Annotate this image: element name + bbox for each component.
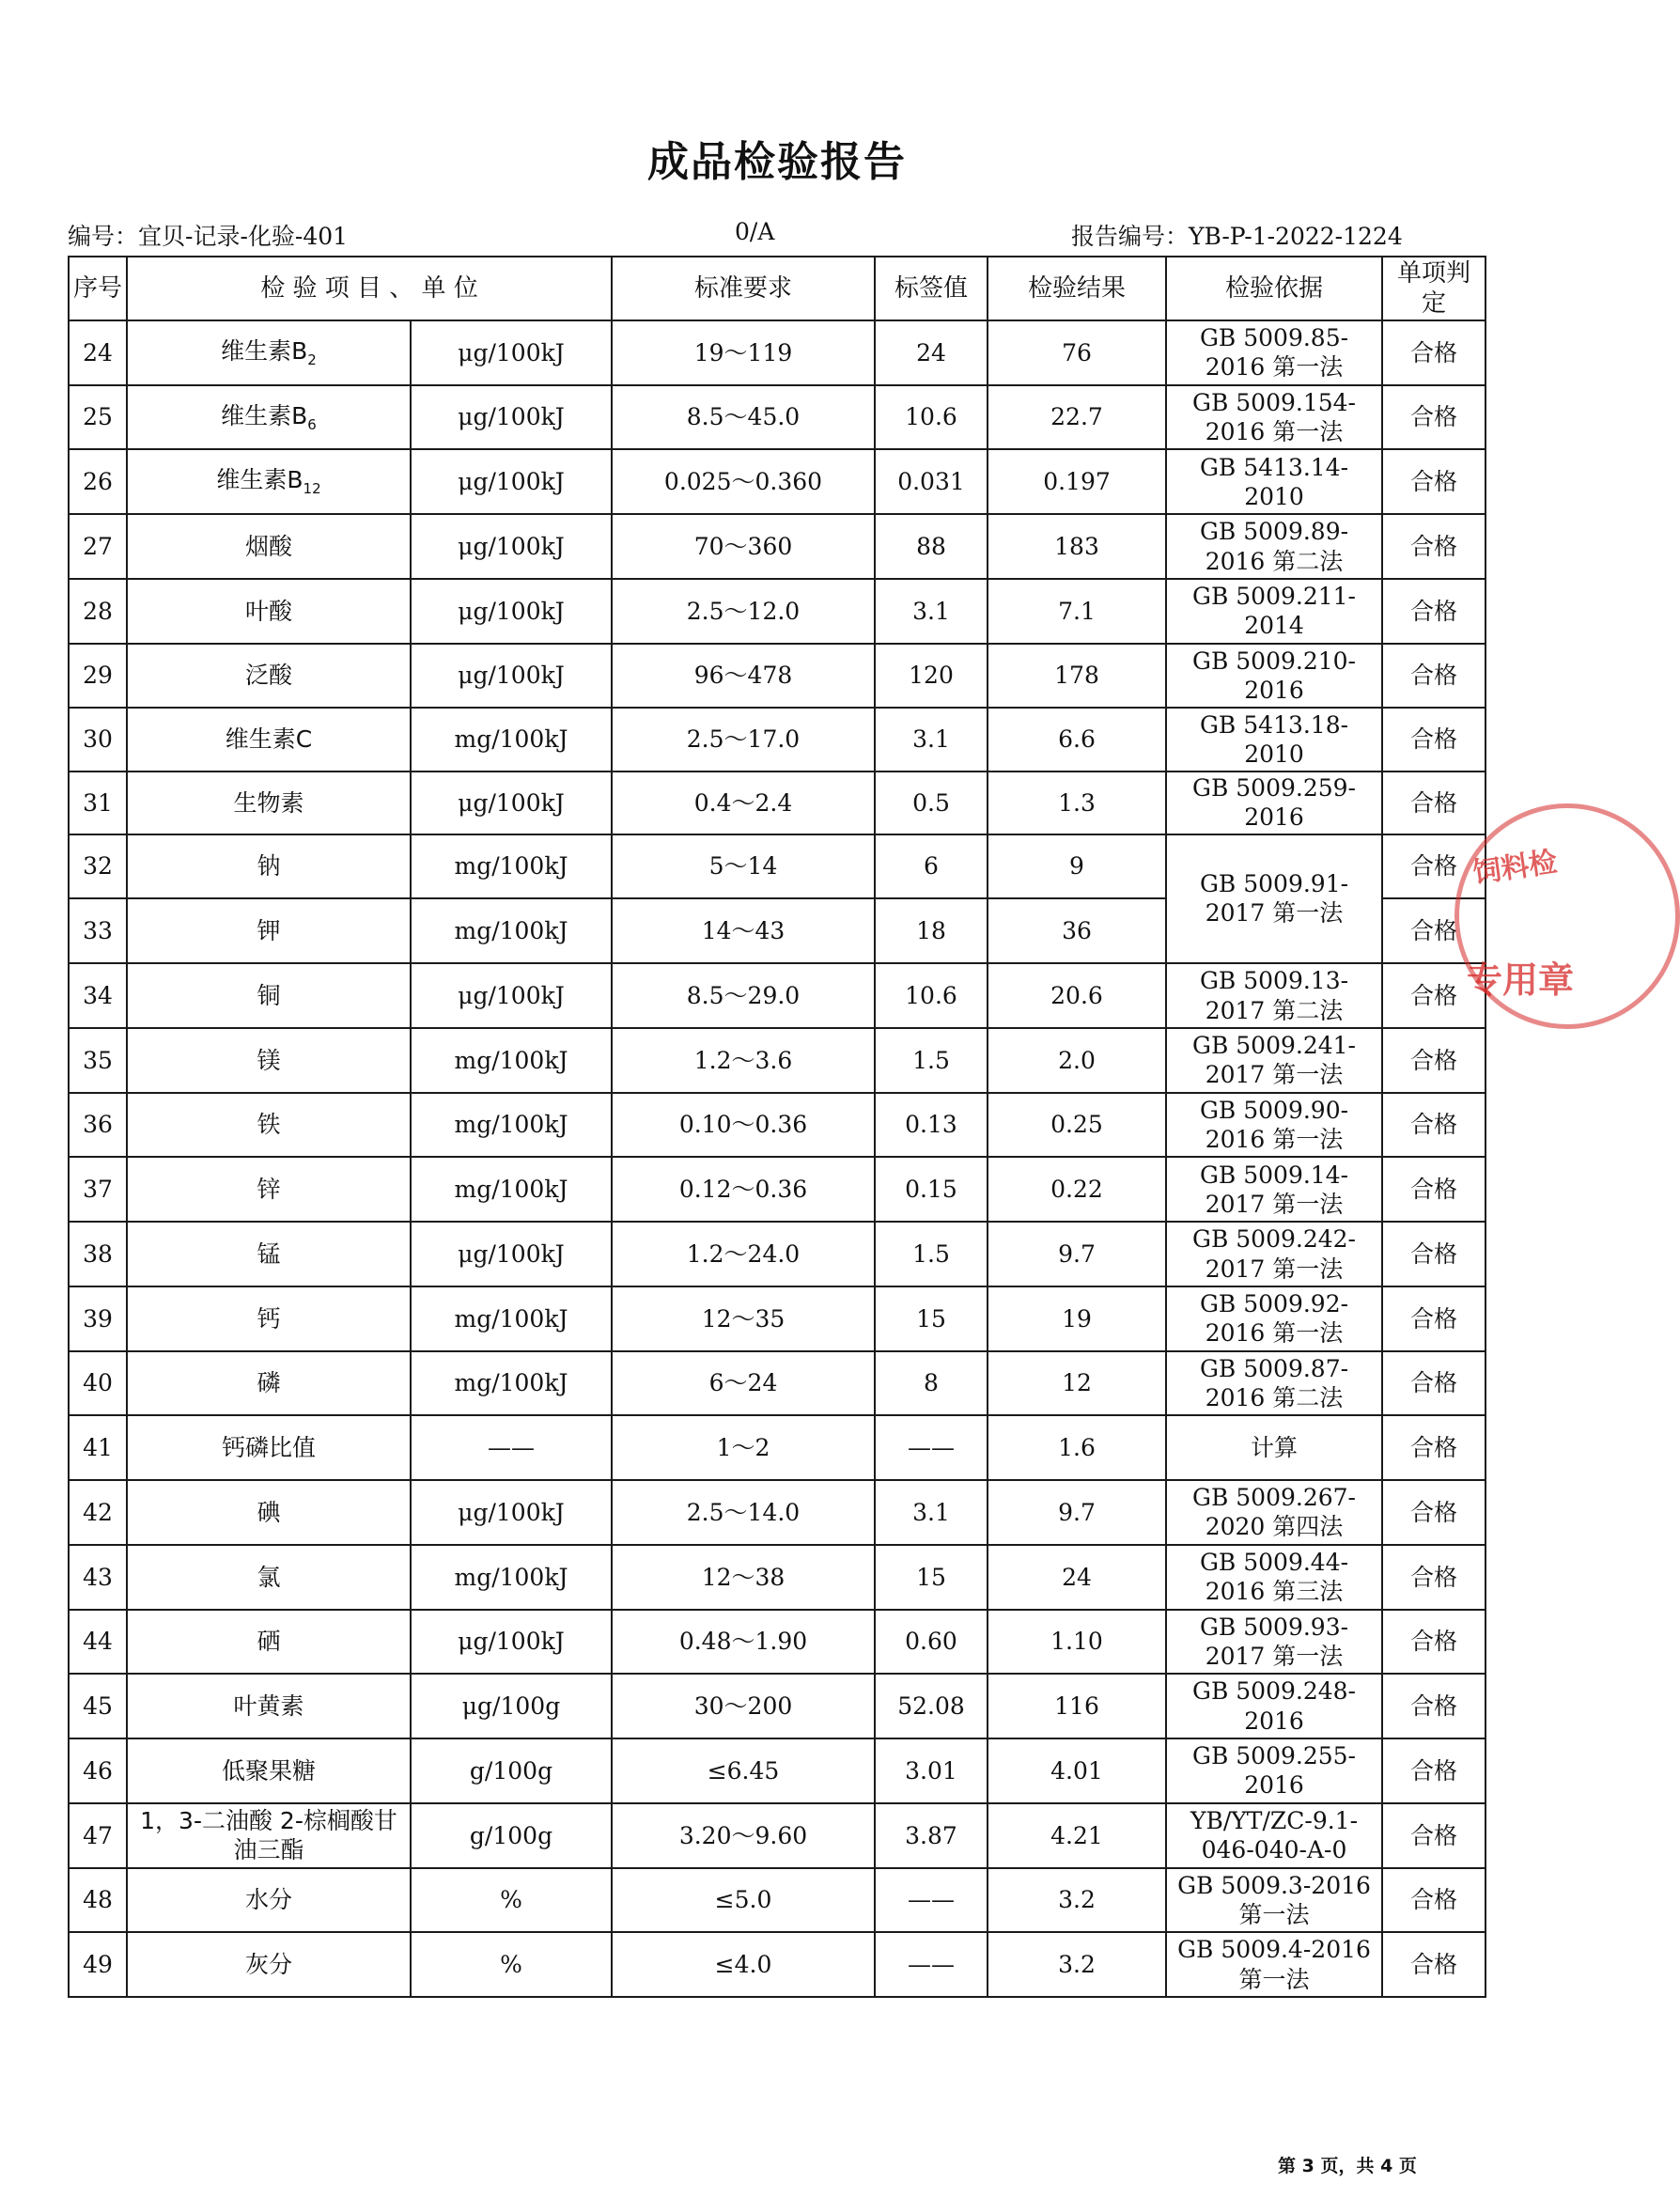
row-unit: μg/100kJ bbox=[411, 579, 612, 644]
row-item-name bbox=[127, 1674, 411, 1738]
row-verdict: 合格 bbox=[1382, 1157, 1486, 1222]
company-seal bbox=[1454, 803, 1680, 1029]
table-row bbox=[69, 1351, 1486, 1416]
item-name-text: 铁 bbox=[257, 1111, 281, 1139]
row-seq: 45 bbox=[69, 1674, 127, 1738]
row-method: GB 5009.13-2017 第二法 bbox=[1166, 963, 1382, 1028]
row-item-name bbox=[127, 1803, 411, 1868]
row-seq: 37 bbox=[69, 1157, 127, 1222]
row-result: 22.7 bbox=[988, 385, 1166, 450]
table-header-row bbox=[69, 257, 1486, 320]
item-name-subscript: 6 bbox=[307, 415, 317, 433]
row-item-name bbox=[127, 514, 411, 579]
item-name-text: 叶酸 bbox=[244, 597, 292, 625]
row-seq: 34 bbox=[69, 963, 127, 1028]
row-method: GB 5009.3-2016 第一法 bbox=[1166, 1868, 1382, 1933]
row-verdict: 合格 bbox=[1382, 385, 1486, 450]
row-item-name bbox=[127, 1157, 411, 1222]
row-unit: mg/100kJ bbox=[411, 1028, 612, 1093]
row-label-value: 24 bbox=[875, 320, 988, 385]
row-method: GB 5009.154-2016 第一法 bbox=[1166, 385, 1382, 450]
row-method: GB 5009.44-2016 第三法 bbox=[1166, 1545, 1382, 1610]
table-row bbox=[69, 1674, 1486, 1738]
item-name-text: 维生素B bbox=[221, 336, 308, 365]
row-result: 76 bbox=[988, 320, 1166, 385]
row-item-name bbox=[127, 772, 411, 834]
row-verdict: 合格 bbox=[1382, 1545, 1486, 1610]
report-title: 成品检验报告 bbox=[647, 138, 907, 186]
row-standard: 3.20～9.60 bbox=[612, 1803, 875, 1868]
row-method: GB 5009.91-2017 第一法 bbox=[1166, 834, 1382, 963]
row-result: 20.6 bbox=[988, 963, 1166, 1028]
row-seq: 44 bbox=[69, 1610, 127, 1675]
row-method: GB 5009.90-2016 第一法 bbox=[1166, 1093, 1382, 1158]
inspection-table bbox=[68, 256, 1486, 1998]
row-method: YB/YT/ZC-9.1-046-040-A-0 bbox=[1166, 1803, 1382, 1868]
row-item-name bbox=[127, 1415, 411, 1480]
col-result: 检验结果 bbox=[988, 257, 1166, 320]
row-standard: 70～360 bbox=[612, 514, 875, 579]
row-label-value: 10.6 bbox=[875, 963, 988, 1028]
table-row bbox=[69, 963, 1486, 1028]
row-unit: % bbox=[411, 1932, 612, 1997]
row-label-value: 0.031 bbox=[875, 449, 988, 514]
row-verdict: 合格 bbox=[1382, 1868, 1486, 1933]
item-name-text: 氯 bbox=[257, 1563, 281, 1591]
row-item-name bbox=[127, 1028, 411, 1093]
row-verdict: 合格 bbox=[1382, 1480, 1486, 1545]
row-standard: ≤5.0 bbox=[612, 1868, 875, 1933]
row-seq: 42 bbox=[69, 1480, 127, 1545]
row-item-name bbox=[127, 1868, 411, 1933]
item-name-text: 锰 bbox=[257, 1239, 281, 1268]
item-name-text: 水分 bbox=[244, 1886, 292, 1914]
row-standard: 0.025～0.360 bbox=[612, 449, 875, 514]
row-unit: μg/100kJ bbox=[411, 320, 612, 385]
row-method: 计算 bbox=[1166, 1415, 1382, 1480]
table-row bbox=[69, 1415, 1486, 1480]
table-row bbox=[69, 772, 1486, 834]
seal-text-top: 饲料检 bbox=[1470, 845, 1560, 891]
col-standard: 标准要求 bbox=[612, 257, 875, 320]
item-name-text: 低聚果糖 bbox=[221, 1756, 316, 1785]
row-label-value: 3.01 bbox=[875, 1738, 988, 1803]
row-result: 0.25 bbox=[988, 1093, 1166, 1158]
row-seq: 46 bbox=[69, 1738, 127, 1803]
row-label-value: 0.60 bbox=[875, 1610, 988, 1675]
row-label-value: 3.87 bbox=[875, 1803, 988, 1868]
col-method: 检验依据 bbox=[1166, 257, 1382, 320]
row-item-name bbox=[127, 385, 411, 450]
item-name-text: 磷 bbox=[257, 1369, 281, 1397]
row-seq: 27 bbox=[69, 514, 127, 579]
row-standard: 0.12～0.36 bbox=[612, 1157, 875, 1222]
row-standard: 14～43 bbox=[612, 898, 875, 963]
row-item-name bbox=[127, 449, 411, 514]
table-row bbox=[69, 385, 1486, 450]
table-row bbox=[69, 1028, 1486, 1093]
table-row bbox=[69, 1932, 1486, 1997]
item-name-text: 维生素B bbox=[216, 466, 303, 494]
table-row bbox=[69, 1286, 1486, 1351]
row-method: GB 5009.267-2020 第四法 bbox=[1166, 1480, 1382, 1545]
row-method: GB 5413.14-2010 bbox=[1166, 449, 1382, 514]
page-number: 第 3 页，共 4 页 bbox=[1278, 2156, 1417, 2176]
row-verdict: 合格 bbox=[1382, 1674, 1486, 1738]
row-unit: mg/100kJ bbox=[411, 1157, 612, 1222]
item-name-text: 灰分 bbox=[244, 1950, 292, 1978]
row-label-value: —— bbox=[875, 1868, 988, 1933]
row-label-value: 6 bbox=[875, 834, 988, 899]
row-seq: 48 bbox=[69, 1868, 127, 1933]
row-item-name bbox=[127, 1286, 411, 1351]
row-item-name bbox=[127, 1545, 411, 1610]
row-standard: ≤6.45 bbox=[612, 1738, 875, 1803]
row-method: GB 5009.4-2016 第一法 bbox=[1166, 1932, 1382, 1997]
row-standard: ≤4.0 bbox=[612, 1932, 875, 1997]
row-unit: mg/100kJ bbox=[411, 898, 612, 963]
item-name-text: 钠 bbox=[257, 852, 281, 881]
row-result: 183 bbox=[988, 514, 1166, 579]
row-standard: 96～478 bbox=[612, 644, 875, 709]
row-result: 9 bbox=[988, 834, 1166, 899]
row-standard: 12～38 bbox=[612, 1545, 875, 1610]
version: 0/A bbox=[735, 218, 775, 245]
row-verdict: 合格 bbox=[1382, 1222, 1486, 1286]
item-name-text: 1，3-二油酸 2-棕榈酸甘油三酯 bbox=[140, 1806, 397, 1864]
row-seq: 35 bbox=[69, 1028, 127, 1093]
row-seq: 26 bbox=[69, 449, 127, 514]
row-seq: 36 bbox=[69, 1093, 127, 1158]
item-name-subscript: 2 bbox=[307, 351, 317, 368]
row-item-name bbox=[127, 963, 411, 1028]
row-label-value: —— bbox=[875, 1415, 988, 1480]
row-method: GB 5009.259-2016 bbox=[1166, 772, 1382, 834]
row-unit: mg/100kJ bbox=[411, 1286, 612, 1351]
row-result: 3.2 bbox=[988, 1932, 1166, 1997]
row-unit: mg/100kJ bbox=[411, 1093, 612, 1158]
row-result: 9.7 bbox=[988, 1480, 1166, 1545]
report-number: 报告编号：YB-P-1-2022-1224 bbox=[1071, 223, 1403, 250]
row-item-name bbox=[127, 1932, 411, 1997]
row-verdict: 合格 bbox=[1382, 1351, 1486, 1416]
row-verdict: 合格 bbox=[1382, 449, 1486, 514]
row-seq: 49 bbox=[69, 1932, 127, 1997]
table-row bbox=[69, 1738, 1486, 1803]
item-name-subscript: 12 bbox=[303, 480, 321, 498]
row-unit: μg/100kJ bbox=[411, 1222, 612, 1286]
row-item-name bbox=[127, 1222, 411, 1286]
table-row bbox=[69, 1803, 1486, 1868]
row-verdict: 合格 bbox=[1382, 1093, 1486, 1158]
row-unit: mg/100kJ bbox=[411, 834, 612, 899]
row-unit: mg/100kJ bbox=[411, 708, 612, 771]
item-name-text: 铜 bbox=[257, 981, 281, 1009]
row-item-name bbox=[127, 1738, 411, 1803]
row-unit: μg/100kJ bbox=[411, 385, 612, 450]
item-name-text: 维生素C bbox=[225, 725, 313, 754]
item-name-text: 维生素B bbox=[221, 401, 308, 429]
row-seq: 31 bbox=[69, 772, 127, 834]
row-verdict: 合格 bbox=[1382, 963, 1486, 1028]
row-label-value: 15 bbox=[875, 1286, 988, 1351]
item-name-text: 钙 bbox=[257, 1304, 281, 1333]
row-unit: g/100g bbox=[411, 1738, 612, 1803]
row-verdict: 合格 bbox=[1382, 644, 1486, 709]
row-verdict: 合格 bbox=[1382, 1415, 1486, 1480]
row-label-value: 15 bbox=[875, 1545, 988, 1610]
row-label-value: —— bbox=[875, 1932, 988, 1997]
row-seq: 41 bbox=[69, 1415, 127, 1480]
row-method: GB 5009.242-2017 第一法 bbox=[1166, 1222, 1382, 1286]
item-name-text: 叶黄素 bbox=[233, 1692, 304, 1721]
table-row bbox=[69, 834, 1486, 899]
row-verdict: 合格 bbox=[1382, 1932, 1486, 1997]
row-result: 3.2 bbox=[988, 1868, 1166, 1933]
row-result: 178 bbox=[988, 644, 1166, 709]
col-item-unit: 检 验 项 目 、 单 位 bbox=[127, 257, 612, 320]
row-item-name bbox=[127, 1093, 411, 1158]
table-row bbox=[69, 514, 1486, 579]
row-seq: 28 bbox=[69, 579, 127, 644]
row-result: 19 bbox=[988, 1286, 1166, 1351]
table-row bbox=[69, 1093, 1486, 1158]
row-method: GB 5009.89-2016 第二法 bbox=[1166, 514, 1382, 579]
row-verdict: 合格 bbox=[1382, 1028, 1486, 1093]
row-standard: 1.2～24.0 bbox=[612, 1222, 875, 1286]
col-label-value: 标签值 bbox=[875, 257, 988, 320]
row-verdict: 合格 bbox=[1382, 1610, 1486, 1675]
row-unit: mg/100kJ bbox=[411, 1351, 612, 1416]
row-label-value: 10.6 bbox=[875, 385, 988, 450]
row-standard: 8.5～29.0 bbox=[612, 963, 875, 1028]
row-item-name bbox=[127, 1351, 411, 1416]
row-seq: 40 bbox=[69, 1351, 127, 1416]
col-verdict: 单项判定 bbox=[1382, 257, 1486, 320]
table-row bbox=[69, 708, 1486, 771]
item-name-text: 泛酸 bbox=[244, 662, 292, 690]
row-item-name bbox=[127, 898, 411, 963]
row-unit: μg/100kJ bbox=[411, 644, 612, 709]
row-unit: μg/100kJ bbox=[411, 963, 612, 1028]
row-seq: 47 bbox=[69, 1803, 127, 1868]
seal-text-bottom: 专用章 bbox=[1467, 959, 1575, 1001]
row-item-name bbox=[127, 834, 411, 899]
row-standard: 5～14 bbox=[612, 834, 875, 899]
row-label-value: 1.5 bbox=[875, 1028, 988, 1093]
row-unit: μg/100kJ bbox=[411, 1480, 612, 1545]
row-label-value: 18 bbox=[875, 898, 988, 963]
row-result: 9.7 bbox=[988, 1222, 1166, 1286]
row-result: 12 bbox=[988, 1351, 1166, 1416]
row-label-value: 0.15 bbox=[875, 1157, 988, 1222]
row-seq: 33 bbox=[69, 898, 127, 963]
table-row bbox=[69, 1222, 1486, 1286]
row-standard: 0.48～1.90 bbox=[612, 1610, 875, 1675]
row-method: GB 5009.92-2016 第一法 bbox=[1166, 1286, 1382, 1351]
row-unit: μg/100kJ bbox=[411, 772, 612, 834]
item-name-text: 钾 bbox=[257, 917, 281, 945]
row-label-value: 88 bbox=[875, 514, 988, 579]
col-seq: 序号 bbox=[69, 257, 127, 320]
row-result: 36 bbox=[988, 898, 1166, 963]
row-method: GB 5009.93-2017 第一法 bbox=[1166, 1610, 1382, 1675]
row-method: GB 5009.87-2016 第二法 bbox=[1166, 1351, 1382, 1416]
row-result: 4.21 bbox=[988, 1803, 1166, 1868]
row-result: 2.0 bbox=[988, 1028, 1166, 1093]
row-standard: 6～24 bbox=[612, 1351, 875, 1416]
row-unit: g/100g bbox=[411, 1803, 612, 1868]
table-row bbox=[69, 644, 1486, 709]
item-name-text: 钙磷比值 bbox=[221, 1434, 316, 1462]
row-unit: μg/100kJ bbox=[411, 1610, 612, 1675]
row-verdict: 合格 bbox=[1382, 514, 1486, 579]
table-row bbox=[69, 1545, 1486, 1610]
row-verdict: 合格 bbox=[1382, 772, 1486, 834]
row-seq: 39 bbox=[69, 1286, 127, 1351]
row-verdict: 合格 bbox=[1382, 1803, 1486, 1868]
row-result: 1.6 bbox=[988, 1415, 1166, 1480]
row-label-value: 120 bbox=[875, 644, 988, 709]
table-row bbox=[69, 320, 1486, 385]
table-row bbox=[69, 1868, 1486, 1933]
row-verdict: 合格 bbox=[1382, 708, 1486, 771]
row-standard: 2.5～12.0 bbox=[612, 579, 875, 644]
row-method: GB 5009.85-2016 第一法 bbox=[1166, 320, 1382, 385]
row-standard: 19～119 bbox=[612, 320, 875, 385]
row-method: GB 5413.18-2010 bbox=[1166, 708, 1382, 771]
table-row bbox=[69, 1157, 1486, 1222]
row-label-value: 3.1 bbox=[875, 708, 988, 771]
row-standard: 2.5～17.0 bbox=[612, 708, 875, 771]
row-result: 0.22 bbox=[988, 1157, 1166, 1222]
doc-number: 编号：宜贝-记录-化验-401 bbox=[68, 223, 349, 250]
row-label-value: 0.13 bbox=[875, 1093, 988, 1158]
row-method: GB 5009.255-2016 bbox=[1166, 1738, 1382, 1803]
row-verdict: 合格 bbox=[1382, 1738, 1486, 1803]
item-name-text: 硒 bbox=[257, 1628, 281, 1656]
row-seq: 32 bbox=[69, 834, 127, 899]
item-name-text: 烟酸 bbox=[244, 532, 292, 560]
item-name-text: 锌 bbox=[257, 1176, 281, 1204]
row-unit: μg/100kJ bbox=[411, 449, 612, 514]
row-seq: 29 bbox=[69, 644, 127, 709]
row-standard: 30～200 bbox=[612, 1674, 875, 1738]
row-label-value: 3.1 bbox=[875, 579, 988, 644]
table-body bbox=[69, 320, 1486, 1997]
row-item-name bbox=[127, 579, 411, 644]
row-method: GB 5009.241-2017 第一法 bbox=[1166, 1028, 1382, 1093]
row-seq: 43 bbox=[69, 1545, 127, 1610]
row-unit: % bbox=[411, 1868, 612, 1933]
row-seq: 24 bbox=[69, 320, 127, 385]
row-standard: 12～35 bbox=[612, 1286, 875, 1351]
row-label-value: 1.5 bbox=[875, 1222, 988, 1286]
row-result: 7.1 bbox=[988, 579, 1166, 644]
row-seq: 25 bbox=[69, 385, 127, 450]
row-standard: 0.10～0.36 bbox=[612, 1093, 875, 1158]
row-item-name bbox=[127, 708, 411, 771]
row-item-name bbox=[127, 320, 411, 385]
row-result: 1.3 bbox=[988, 772, 1166, 834]
row-seq: 30 bbox=[69, 708, 127, 771]
row-item-name bbox=[127, 1480, 411, 1545]
row-verdict: 合格 bbox=[1382, 320, 1486, 385]
row-unit: μg/100g bbox=[411, 1674, 612, 1738]
row-verdict: 合格 bbox=[1382, 579, 1486, 644]
row-unit: mg/100kJ bbox=[411, 1545, 612, 1610]
row-result: 6.6 bbox=[988, 708, 1166, 771]
item-name-text: 生物素 bbox=[233, 788, 304, 817]
row-standard: 2.5～14.0 bbox=[612, 1480, 875, 1545]
table-row bbox=[69, 1480, 1486, 1545]
row-label-value: 8 bbox=[875, 1351, 988, 1416]
row-standard: 0.4～2.4 bbox=[612, 772, 875, 834]
row-method: GB 5009.248-2016 bbox=[1166, 1674, 1382, 1738]
row-standard: 8.5～45.0 bbox=[612, 385, 875, 450]
row-verdict: 合格 bbox=[1382, 834, 1486, 899]
row-result: 4.01 bbox=[988, 1738, 1166, 1803]
row-result: 0.197 bbox=[988, 449, 1166, 514]
row-seq: 38 bbox=[69, 1222, 127, 1286]
row-standard: 1.2～3.6 bbox=[612, 1028, 875, 1093]
row-method: GB 5009.210-2016 bbox=[1166, 644, 1382, 709]
table-row bbox=[69, 449, 1486, 514]
row-item-name bbox=[127, 1610, 411, 1675]
row-item-name bbox=[127, 644, 411, 709]
row-method: GB 5009.14-2017 第一法 bbox=[1166, 1157, 1382, 1222]
row-verdict: 合格 bbox=[1382, 898, 1486, 963]
row-method: GB 5009.211-2014 bbox=[1166, 579, 1382, 644]
row-verdict: 合格 bbox=[1382, 1286, 1486, 1351]
row-label-value: 3.1 bbox=[875, 1480, 988, 1545]
row-result: 116 bbox=[988, 1674, 1166, 1738]
row-unit: —— bbox=[411, 1415, 612, 1480]
row-result: 1.10 bbox=[988, 1610, 1166, 1675]
row-label-value: 52.08 bbox=[875, 1674, 988, 1738]
item-name-text: 镁 bbox=[257, 1046, 281, 1074]
row-result: 24 bbox=[988, 1545, 1166, 1610]
row-standard: 1～2 bbox=[612, 1415, 875, 1480]
item-name-text: 碘 bbox=[257, 1498, 281, 1526]
row-label-value: 0.5 bbox=[875, 772, 988, 834]
row-unit: μg/100kJ bbox=[411, 514, 612, 579]
table-row bbox=[69, 579, 1486, 644]
table-row bbox=[69, 1610, 1486, 1675]
